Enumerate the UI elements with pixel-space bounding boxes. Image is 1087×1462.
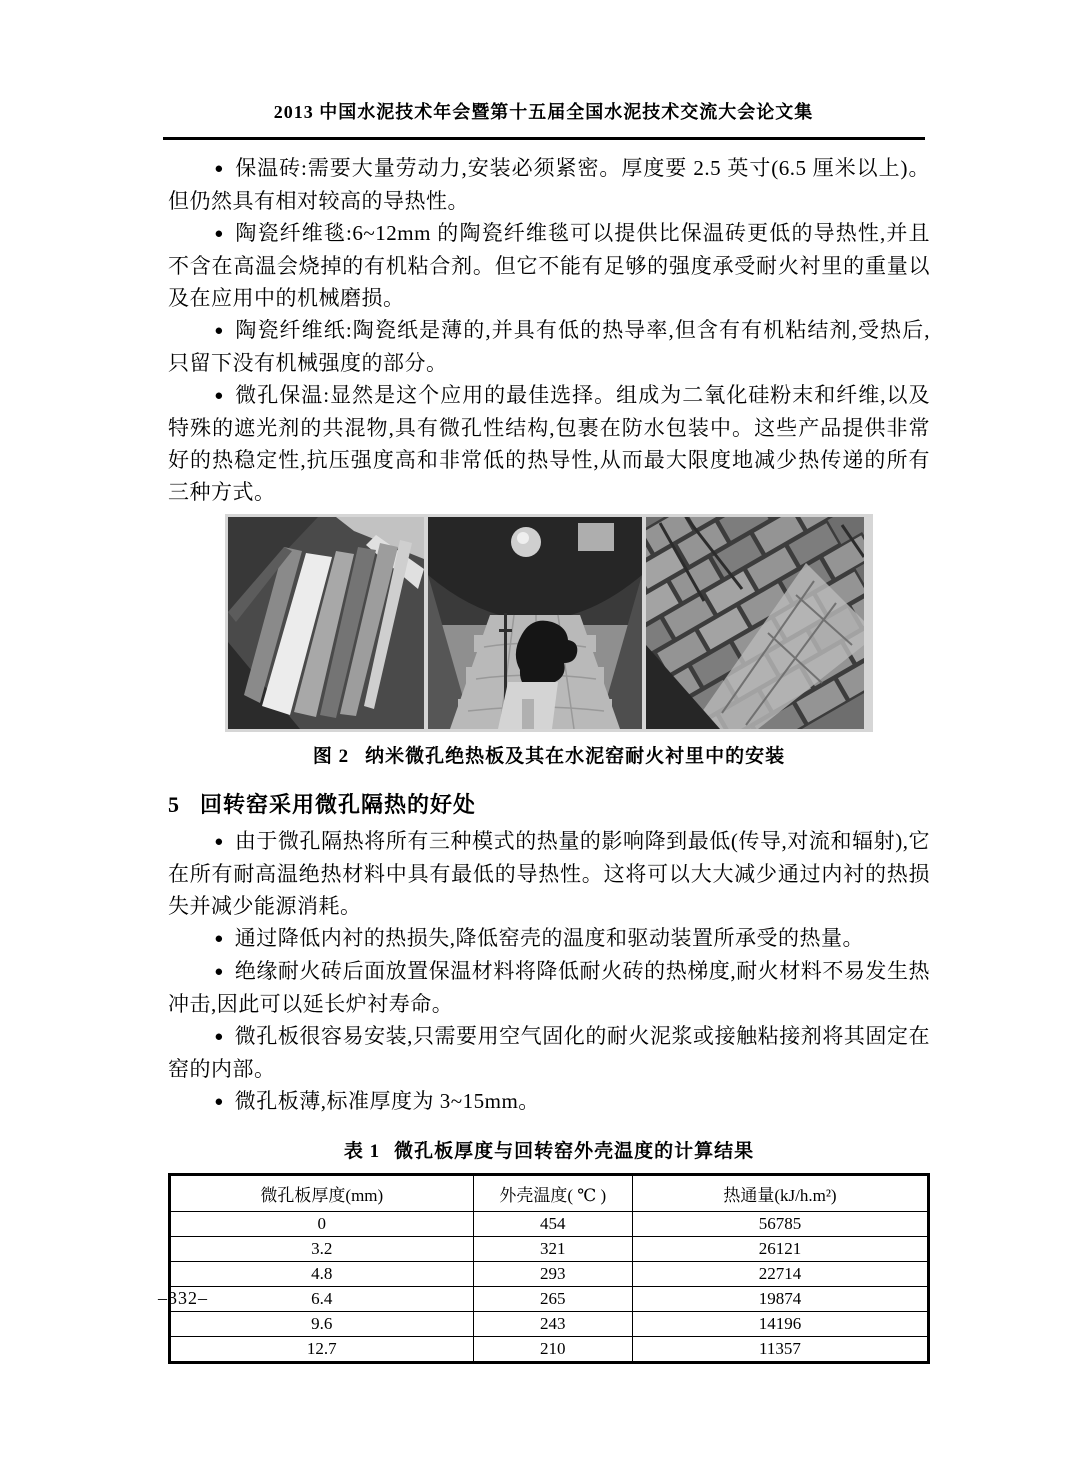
paragraph-text: 保温砖:需要大量劳动力,安装必须紧密。厚度要 2.5 英寸(6.5 厘米以上)。但仍然具有相对较高的导热性。 <box>168 156 930 213</box>
cell-shell-temp: 210 <box>473 1337 632 1363</box>
bullet-paragraph <box>168 1085 930 1118</box>
cell-thickness: 6.4 <box>170 1287 474 1312</box>
bullet-icon: ● <box>214 964 224 980</box>
cell-shell-temp: 321 <box>473 1237 632 1262</box>
bullet-paragraph <box>168 955 930 1020</box>
bullet-paragraph <box>168 922 930 955</box>
paragraph-text: 陶瓷纤维毯:6~12mm 的陶瓷纤维毯可以提供比保温砖更低的导热性,并且不含在高温会烧掉的有机粘合剂。但它不能有足够的强度承受耐火衬里的重量以及在应用中的机械磨损。 <box>168 221 930 310</box>
col-header-heat-flux: 热通量(kJ/h.m²) <box>632 1175 928 1212</box>
bullet-icon: ● <box>214 226 225 242</box>
figure-caption-text: 纳米微孔绝热板及其在水泥窑耐火衬里中的安装 <box>365 746 786 767</box>
table-row <box>170 1337 929 1363</box>
section-5-bullet-list <box>168 825 930 1118</box>
bullet-icon: ● <box>214 931 224 947</box>
paragraph-text: 微孔板很容易安装,只需要用空气固化的耐火泥浆或接触粘接剂将其固定在窑的内部。 <box>168 1024 930 1081</box>
bullet-paragraph <box>168 825 930 922</box>
cell-thickness: 3.2 <box>170 1237 474 1262</box>
bullet-paragraph <box>168 379 930 508</box>
table-label: 表 1 <box>343 1141 381 1162</box>
table-row <box>170 1212 929 1237</box>
figure-2-photo-strip <box>225 514 873 732</box>
table-1-caption <box>168 1136 930 1163</box>
section-5-heading <box>168 788 930 819</box>
table-row <box>170 1237 929 1262</box>
paragraph-text: 陶瓷纤维纸:陶瓷纸是薄的,并具有低的热导率,但含有有机粘结剂,受热后,只留下没有机械强度的部分。 <box>168 318 930 375</box>
col-header-thickness: 微孔板厚度(mm) <box>170 1175 474 1212</box>
cell-shell-temp: 243 <box>473 1312 632 1337</box>
bullet-paragraph <box>168 314 930 379</box>
cell-shell-temp: 293 <box>473 1262 632 1287</box>
proceedings-header-title: 2013 中国水泥技术年会暨第十五届全国水泥技术交流大会论文集 <box>273 102 814 122</box>
cell-shell-temp: 454 <box>473 1212 632 1237</box>
cell-thickness: 0 <box>170 1212 474 1237</box>
table-header-row <box>170 1175 929 1212</box>
cell-thickness: 12.7 <box>170 1337 474 1363</box>
figure-label: 图 2 <box>312 746 350 767</box>
bullet-icon: ● <box>214 834 224 850</box>
section-number: 5 <box>168 792 180 817</box>
insulation-boards-stack-photo <box>228 517 424 729</box>
figure-2-caption <box>168 741 930 768</box>
paragraph-text: 微孔保温:显然是这个应用的最佳选择。组成为二氧化硅粉末和纤维,以及特殊的遮光剂的共混物,具有微孔性结构,包裹在防水包装中。这些产品提供非常好的热稳定性,抗压强度高和非常低的热导性,从而最大限度地减少热传递的所有三种方式。 <box>168 383 930 504</box>
cell-heat-flux: 19874 <box>632 1287 928 1312</box>
cell-heat-flux: 14196 <box>632 1312 928 1337</box>
paragraph-text: 通过降低内衬的热损失,降低窑壳的温度和驱动装置所承受的热量。 <box>234 926 864 950</box>
cell-shell-temp: 265 <box>473 1287 632 1312</box>
table-caption-text: 微孔板厚度与回转窑外壳温度的计算结果 <box>394 1141 755 1162</box>
intro-bullet-list <box>168 152 930 508</box>
table-row <box>170 1262 929 1287</box>
page-number: –332– <box>158 1288 208 1308</box>
cell-thickness: 9.6 <box>170 1312 474 1337</box>
kiln-interior-installation-photo <box>428 517 642 729</box>
header-rule <box>163 137 925 140</box>
cell-heat-flux: 56785 <box>632 1212 928 1237</box>
bullet-icon: ● <box>214 1029 224 1045</box>
cell-heat-flux: 22714 <box>632 1262 928 1287</box>
paragraph-text: 绝缘耐火砖后面放置保温材料将降低耐火砖的热梯度,耐火材料不易发生热冲击,因此可以延长炉衬寿命。 <box>168 959 930 1016</box>
cell-thickness: 4.8 <box>170 1262 474 1287</box>
bullet-icon: ● <box>214 161 225 177</box>
bullet-paragraph <box>168 152 930 217</box>
bullet-icon: ● <box>214 388 225 404</box>
table-row <box>170 1287 929 1312</box>
col-header-shell-temp: 外壳温度( ℃ ) <box>473 1175 632 1212</box>
bullet-icon: ● <box>214 1094 224 1110</box>
refractory-brick-lining-photo <box>646 517 864 729</box>
section-title: 回转窑采用微孔隔热的好处 <box>200 792 477 817</box>
cell-heat-flux: 11357 <box>632 1337 928 1363</box>
bullet-paragraph <box>168 1020 930 1085</box>
table-row <box>170 1312 929 1337</box>
bullet-paragraph <box>168 217 930 314</box>
bullet-icon: ● <box>214 323 225 339</box>
paragraph-text: 微孔板薄,标准厚度为 3~15mm。 <box>234 1089 540 1113</box>
page-content <box>0 152 1087 1364</box>
cell-heat-flux: 26121 <box>632 1237 928 1262</box>
paragraph-text: 由于微孔隔热将所有三种模式的热量的影响降到最低(传导,对流和辐射),它在所有耐高温绝热材料中具有最低的导热性。这将可以大大减少通过内衬的热损失并减少能源消耗。 <box>168 829 931 918</box>
microporous-thickness-table <box>168 1173 930 1364</box>
